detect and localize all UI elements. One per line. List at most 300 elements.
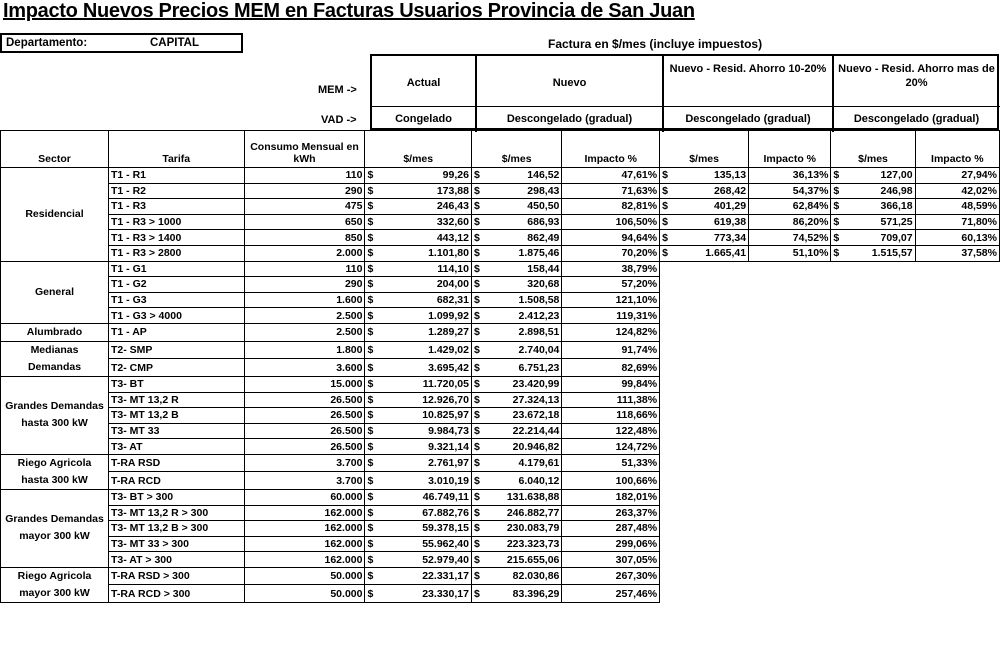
ahorro-20-impacto-cell[interactable]: 60,13%	[915, 230, 999, 246]
empty-cell	[831, 454, 845, 472]
actual-amount-cell[interactable]: 10.825,97	[379, 408, 471, 424]
nuevo-amount-cell[interactable]: 1.875,46	[486, 245, 562, 261]
consumo-cell[interactable]: 2.500	[244, 323, 365, 341]
consumo-cell[interactable]: 290	[244, 277, 365, 293]
consumo-cell[interactable]: 15.000	[244, 376, 365, 392]
table-row	[1, 423, 1000, 439]
empty-cell	[831, 323, 845, 341]
nuevo-amount-cell[interactable]: 298,43	[486, 183, 562, 199]
actual-amount-cell[interactable]: 46.749,11	[379, 489, 471, 505]
empty-cell	[674, 585, 749, 603]
empty-cell	[660, 489, 674, 505]
actual-amount-cell[interactable]: 114,10	[379, 261, 471, 277]
empty-cell	[660, 261, 674, 277]
empty-cell	[660, 292, 674, 308]
nuevo-amount-cell[interactable]: 22.214,44	[486, 423, 562, 439]
consumo-cell[interactable]: 475	[244, 199, 365, 215]
ahorro-20-amount-cell[interactable]: 127,00	[845, 168, 915, 184]
empty-cell	[915, 472, 999, 490]
table-row	[1, 183, 1000, 199]
nuevo-impacto-cell[interactable]: 124,82%	[562, 323, 660, 341]
ahorro-20-impacto-cell[interactable]: 48,59%	[915, 199, 999, 215]
tarifa-cell[interactable]: T3- MT 13,2 B > 300	[109, 521, 245, 537]
ahorro-20-impacto-cell[interactable]: 42,02%	[915, 183, 999, 199]
nuevo-amount-cell[interactable]: 862,49	[486, 230, 562, 246]
ahorro-1020-amount-cell[interactable]: 619,38	[674, 214, 749, 230]
nuevo-amount-cell[interactable]: 6.040,12	[486, 472, 562, 490]
nuevo-amount-cell[interactable]: 223.323,73	[486, 536, 562, 552]
empty-cell	[831, 489, 845, 505]
empty-cell	[831, 292, 845, 308]
currency-symbol: $	[365, 408, 379, 424]
empty-cell	[845, 392, 915, 408]
ahorro-1020-amount-cell[interactable]: 401,29	[674, 199, 749, 215]
table-row	[1, 392, 1000, 408]
nuevo-impacto-cell[interactable]: 57,20%	[562, 277, 660, 293]
tarifa-cell[interactable]: T1 - AP	[109, 323, 245, 341]
currency-symbol: $	[365, 359, 379, 377]
nuevo-amount-cell[interactable]: 686,93	[486, 214, 562, 230]
currency-symbol: $	[471, 261, 485, 277]
nuevo-amount-cell[interactable]: 158,44	[486, 261, 562, 277]
table-row	[1, 323, 1000, 341]
empty-cell	[915, 323, 999, 341]
consumo-cell[interactable]: 26.500	[244, 423, 365, 439]
empty-cell	[749, 292, 831, 308]
currency-symbol: $	[660, 214, 674, 230]
actual-amount-cell[interactable]: 67.882,76	[379, 505, 471, 521]
currency-symbol: $	[471, 214, 485, 230]
empty-cell	[660, 536, 674, 552]
actual-amount-cell[interactable]: 99,26	[379, 168, 471, 184]
currency-symbol: $	[831, 168, 845, 184]
ahorro-20-impacto-cell[interactable]: 27,94%	[915, 168, 999, 184]
consumo-cell[interactable]: 3.700	[244, 454, 365, 472]
ahorro-1020-impacto-cell[interactable]: 86,20%	[749, 214, 831, 230]
currency-symbol: $	[365, 230, 379, 246]
ahorro-20-impacto-cell[interactable]: 37,58%	[915, 245, 999, 261]
empty-cell	[915, 585, 999, 603]
empty-cell	[660, 567, 674, 585]
ahorro-20-amount-cell[interactable]: 366,18	[845, 199, 915, 215]
currency-symbol: $	[365, 472, 379, 490]
header-20-smes: $/mes	[831, 131, 915, 168]
header-20-impacto: Impacto %	[915, 131, 999, 168]
ahorro-1020-impacto-cell[interactable]: 36,13%	[749, 168, 831, 184]
empty-cell	[845, 359, 915, 377]
actual-amount-cell[interactable]: 11.720,05	[379, 376, 471, 392]
empty-cell	[915, 454, 999, 472]
nuevo-amount-cell[interactable]: 6.751,23	[486, 359, 562, 377]
sector-name: Grandes Demandas mayor 300 kW	[1, 489, 109, 567]
nuevo-amount-cell[interactable]: 1.508,58	[486, 292, 562, 308]
empty-cell	[915, 341, 999, 359]
nuevo-amount-cell[interactable]: 146,52	[486, 168, 562, 184]
group-nuevo-mem: Nuevo	[552, 77, 587, 89]
empty-cell	[845, 505, 915, 521]
empty-cell	[674, 341, 749, 359]
tarifa-cell[interactable]: T1 - R1	[109, 168, 245, 184]
empty-cell	[674, 567, 749, 585]
consumo-cell[interactable]: 2.000	[244, 245, 365, 261]
currency-symbol: $	[365, 423, 379, 439]
actual-amount-cell[interactable]: 443,12	[379, 230, 471, 246]
actual-amount-cell[interactable]: 55.962,40	[379, 536, 471, 552]
tarifa-cell[interactable]: T2- SMP	[109, 341, 245, 359]
empty-cell	[660, 341, 674, 359]
empty-cell	[831, 408, 845, 424]
nuevo-impacto-cell[interactable]: 111,38%	[562, 392, 660, 408]
tarifa-cell[interactable]: T3- MT 13,2 R	[109, 392, 245, 408]
empty-cell	[845, 277, 915, 293]
currency-symbol: $	[365, 277, 379, 293]
ahorro-1020-amount-cell[interactable]: 1.665,41	[674, 245, 749, 261]
empty-cell	[845, 521, 915, 537]
empty-cell	[831, 472, 845, 490]
empty-cell	[749, 261, 831, 277]
empty-cell	[749, 359, 831, 377]
tarifa-cell[interactable]: T1 - R3 > 2800	[109, 245, 245, 261]
consumo-cell[interactable]: 850	[244, 230, 365, 246]
actual-amount-cell[interactable]: 59.378,15	[379, 521, 471, 537]
empty-cell	[674, 552, 749, 568]
empty-cell	[845, 489, 915, 505]
actual-amount-cell[interactable]: 682,31	[379, 292, 471, 308]
currency-symbol: $	[471, 376, 485, 392]
header-tarifa: Tarifa	[109, 131, 245, 168]
departamento-box[interactable]	[0, 33, 243, 53]
nuevo-impacto-cell[interactable]: 94,64%	[562, 230, 660, 246]
nuevo-impacto-cell[interactable]: 91,74%	[562, 341, 660, 359]
tarifa-cell[interactable]: T1 - G3	[109, 292, 245, 308]
consumo-cell[interactable]: 3.600	[244, 359, 365, 377]
consumo-cell[interactable]: 162.000	[244, 521, 365, 537]
nuevo-impacto-cell[interactable]: 70,20%	[562, 245, 660, 261]
nuevo-impacto-cell[interactable]: 82,81%	[562, 199, 660, 215]
nuevo-impacto-cell[interactable]: 100,66%	[562, 472, 660, 490]
empty-cell	[660, 408, 674, 424]
ahorro-1020-impacto-cell[interactable]: 74,52%	[749, 230, 831, 246]
empty-cell	[831, 585, 845, 603]
tarifa-cell[interactable]: T1 - R3 > 1400	[109, 230, 245, 246]
sector-name: Grandes Demandas hasta 300 kW	[1, 376, 109, 454]
nuevo-impacto-cell[interactable]: 82,69%	[562, 359, 660, 377]
actual-amount-cell[interactable]: 1.101,80	[379, 245, 471, 261]
actual-amount-cell[interactable]: 204,00	[379, 277, 471, 293]
empty-cell	[674, 359, 749, 377]
group-nuevo-vad: Descongelado (gradual)	[506, 113, 633, 125]
tarifa-cell[interactable]: T-RA RCD > 300	[109, 585, 245, 603]
empty-cell	[831, 341, 845, 359]
actual-amount-cell[interactable]: 23.330,17	[379, 585, 471, 603]
tarifa-cell[interactable]: T1 - R2	[109, 183, 245, 199]
page-title: Impacto Nuevos Precios MEM en Facturas Usuarios Provincia de San Juan	[3, 0, 695, 22]
consumo-cell[interactable]: 162.000	[244, 505, 365, 521]
empty-cell	[831, 552, 845, 568]
nuevo-impacto-cell[interactable]: 182,01%	[562, 489, 660, 505]
nuevo-impacto-cell[interactable]: 99,84%	[562, 376, 660, 392]
ahorro-20-amount-cell[interactable]: 709,07	[845, 230, 915, 246]
currency-symbol: $	[365, 439, 379, 455]
departamento-value: CAPITAL	[150, 37, 199, 49]
empty-cell	[749, 454, 831, 472]
ahorro-20-amount-cell[interactable]: 246,98	[845, 183, 915, 199]
sector-name: Medianas Demandas	[1, 341, 109, 376]
empty-cell	[845, 552, 915, 568]
empty-cell	[660, 472, 674, 490]
nuevo-impacto-cell[interactable]: 287,48%	[562, 521, 660, 537]
ahorro-1020-amount-cell[interactable]: 268,42	[674, 183, 749, 199]
table-row	[1, 168, 1000, 184]
nuevo-impacto-cell[interactable]: 257,46%	[562, 585, 660, 603]
currency-symbol: $	[471, 292, 485, 308]
table-row	[1, 292, 1000, 308]
currency-symbol: $	[471, 423, 485, 439]
currency-symbol: $	[471, 359, 485, 377]
nuevo-amount-cell[interactable]: 2.412,23	[486, 308, 562, 324]
sector-name: Residencial	[1, 168, 109, 262]
table-row	[1, 536, 1000, 552]
currency-symbol: $	[365, 168, 379, 184]
empty-cell	[845, 423, 915, 439]
currency-symbol: $	[365, 454, 379, 472]
tarifa-cell[interactable]: T3- MT 13,2 R > 300	[109, 505, 245, 521]
tarifa-cell[interactable]: T3- AT	[109, 439, 245, 455]
empty-cell	[749, 323, 831, 341]
currency-symbol: $	[471, 199, 485, 215]
empty-cell	[674, 376, 749, 392]
consumo-cell[interactable]: 1.800	[244, 341, 365, 359]
empty-cell	[831, 567, 845, 585]
ahorro-20-amount-cell[interactable]: 1.515,57	[845, 245, 915, 261]
nuevo-amount-cell[interactable]: 2.740,04	[486, 341, 562, 359]
tarifa-cell[interactable]: T-RA RCD	[109, 472, 245, 490]
empty-cell	[845, 323, 915, 341]
actual-amount-cell[interactable]: 2.761,97	[379, 454, 471, 472]
nuevo-impacto-cell[interactable]: 38,79%	[562, 261, 660, 277]
nuevo-amount-cell[interactable]: 83.396,29	[486, 585, 562, 603]
actual-amount-cell[interactable]: 9.984,73	[379, 423, 471, 439]
nuevo-amount-cell[interactable]: 131.638,88	[486, 489, 562, 505]
currency-symbol: $	[365, 585, 379, 603]
empty-cell	[749, 308, 831, 324]
nuevo-impacto-cell[interactable]: 118,66%	[562, 408, 660, 424]
consumo-cell[interactable]: 110	[244, 168, 365, 184]
empty-cell	[831, 277, 845, 293]
empty-cell	[749, 567, 831, 585]
table-row	[1, 359, 1000, 377]
header-sector: Sector	[1, 131, 109, 168]
empty-cell	[915, 423, 999, 439]
actual-amount-cell[interactable]: 3.010,19	[379, 472, 471, 490]
actual-amount-cell[interactable]: 246,43	[379, 199, 471, 215]
nuevo-impacto-cell[interactable]: 307,05%	[562, 552, 660, 568]
currency-symbol: $	[471, 245, 485, 261]
currency-symbol: $	[831, 199, 845, 215]
ahorro-1020-impacto-cell[interactable]: 51,10%	[749, 245, 831, 261]
vad-label: VAD ->	[321, 114, 357, 126]
actual-amount-cell[interactable]: 22.331,17	[379, 567, 471, 585]
sector-name: Riego Agricola mayor 300 kW	[1, 567, 109, 602]
empty-cell	[749, 521, 831, 537]
table-row	[1, 439, 1000, 455]
currency-symbol: $	[471, 454, 485, 472]
empty-cell	[674, 489, 749, 505]
tarifa-cell[interactable]: T-RA RSD > 300	[109, 567, 245, 585]
nuevo-impacto-cell[interactable]: 124,72%	[562, 439, 660, 455]
actual-amount-cell[interactable]: 1.429,02	[379, 341, 471, 359]
group-ahorro-20-vad: Descongelado (gradual)	[853, 113, 980, 125]
consumo-cell[interactable]: 26.500	[244, 392, 365, 408]
tarifa-cell[interactable]: T-RA RSD	[109, 454, 245, 472]
tarifa-cell[interactable]: T1 - G2	[109, 277, 245, 293]
nuevo-impacto-cell[interactable]: 106,50%	[562, 214, 660, 230]
nuevo-impacto-cell[interactable]: 299,06%	[562, 536, 660, 552]
actual-amount-cell[interactable]: 3.695,42	[379, 359, 471, 377]
currency-symbol: $	[471, 277, 485, 293]
empty-cell	[674, 261, 749, 277]
ahorro-1020-amount-cell[interactable]: 135,13	[674, 168, 749, 184]
tarifa-cell[interactable]: T3- BT > 300	[109, 489, 245, 505]
nuevo-amount-cell[interactable]: 230.083,79	[486, 521, 562, 537]
nuevo-impacto-cell[interactable]: 122,48%	[562, 423, 660, 439]
consumo-cell[interactable]: 290	[244, 183, 365, 199]
nuevo-amount-cell[interactable]: 82.030,86	[486, 567, 562, 585]
currency-symbol: $	[471, 585, 485, 603]
empty-cell	[749, 439, 831, 455]
currency-symbol: $	[660, 245, 674, 261]
nuevo-impacto-cell[interactable]: 51,33%	[562, 454, 660, 472]
empty-cell	[845, 292, 915, 308]
tarifa-cell[interactable]: T3- MT 13,2 B	[109, 408, 245, 424]
currency-symbol: $	[831, 214, 845, 230]
nuevo-amount-cell[interactable]: 246.882,77	[486, 505, 562, 521]
currency-symbol: $	[365, 505, 379, 521]
empty-cell	[749, 392, 831, 408]
consumo-cell[interactable]: 26.500	[244, 408, 365, 424]
consumo-cell[interactable]: 50.000	[244, 585, 365, 603]
nuevo-amount-cell[interactable]: 2.898,51	[486, 323, 562, 341]
nuevo-impacto-cell[interactable]: 119,31%	[562, 308, 660, 324]
tarifa-cell[interactable]: T2- CMP	[109, 359, 245, 377]
currency-symbol: $	[471, 567, 485, 585]
tarifa-cell[interactable]: T3- MT 33	[109, 423, 245, 439]
ahorro-1020-impacto-cell[interactable]: 62,84%	[749, 199, 831, 215]
actual-amount-cell[interactable]: 52.979,40	[379, 552, 471, 568]
actual-amount-cell[interactable]: 1.099,92	[379, 308, 471, 324]
empty-cell	[915, 552, 999, 568]
currency-symbol: $	[660, 168, 674, 184]
consumo-cell[interactable]: 3.700	[244, 472, 365, 490]
empty-cell	[660, 505, 674, 521]
table-row	[1, 199, 1000, 215]
currency-symbol: $	[471, 168, 485, 184]
tarifa-cell[interactable]: T1 - R3 > 1000	[109, 214, 245, 230]
currency-symbol: $	[365, 536, 379, 552]
empty-cell	[674, 308, 749, 324]
empty-cell	[660, 552, 674, 568]
empty-cell	[845, 408, 915, 424]
consumo-cell[interactable]: 50.000	[244, 567, 365, 585]
header-consumo: Consumo Mensual en kWh	[244, 131, 365, 168]
consumo-cell[interactable]: 2.500	[244, 308, 365, 324]
nuevo-impacto-cell[interactable]: 263,37%	[562, 505, 660, 521]
actual-amount-cell[interactable]: 9.321,14	[379, 439, 471, 455]
tarifa-cell[interactable]: T3- AT > 300	[109, 552, 245, 568]
currency-symbol: $	[471, 521, 485, 537]
currency-symbol: $	[365, 392, 379, 408]
empty-cell	[845, 376, 915, 392]
consumo-cell[interactable]: 60.000	[244, 489, 365, 505]
empty-cell	[915, 439, 999, 455]
consumo-cell[interactable]: 162.000	[244, 552, 365, 568]
consumo-cell[interactable]: 1.600	[244, 292, 365, 308]
header-group-block	[370, 54, 999, 130]
tarifa-cell[interactable]: T1 - G1	[109, 261, 245, 277]
actual-amount-cell[interactable]: 1.289,27	[379, 323, 471, 341]
nuevo-amount-cell[interactable]: 450,50	[486, 199, 562, 215]
nuevo-amount-cell[interactable]: 27.324,13	[486, 392, 562, 408]
tarifa-cell[interactable]: T1 - R3	[109, 199, 245, 215]
nuevo-amount-cell[interactable]: 23.420,99	[486, 376, 562, 392]
actual-amount-cell[interactable]: 12.926,70	[379, 392, 471, 408]
ahorro-20-amount-cell[interactable]: 571,25	[845, 214, 915, 230]
table-row	[1, 408, 1000, 424]
sector-name: General	[1, 261, 109, 323]
actual-amount-cell[interactable]: 173,88	[379, 183, 471, 199]
empty-cell	[674, 392, 749, 408]
currency-symbol: $	[660, 230, 674, 246]
currency-symbol: $	[365, 292, 379, 308]
ahorro-20-impacto-cell[interactable]: 71,80%	[915, 214, 999, 230]
nuevo-amount-cell[interactable]: 215.655,06	[486, 552, 562, 568]
empty-cell	[915, 489, 999, 505]
nuevo-impacto-cell[interactable]: 121,10%	[562, 292, 660, 308]
empty-cell	[831, 423, 845, 439]
consumo-cell[interactable]: 26.500	[244, 439, 365, 455]
nuevo-amount-cell[interactable]: 4.179,61	[486, 454, 562, 472]
ahorro-1020-amount-cell[interactable]: 773,34	[674, 230, 749, 246]
empty-cell	[845, 261, 915, 277]
currency-symbol: $	[365, 552, 379, 568]
empty-cell	[660, 423, 674, 439]
nuevo-impacto-cell[interactable]: 71,63%	[562, 183, 660, 199]
nuevo-impacto-cell[interactable]: 47,61%	[562, 168, 660, 184]
empty-cell	[749, 552, 831, 568]
currency-symbol: $	[365, 376, 379, 392]
mem-label: MEM ->	[318, 84, 357, 96]
tarifa-cell[interactable]: T3- MT 33 > 300	[109, 536, 245, 552]
currency-symbol: $	[660, 183, 674, 199]
consumo-cell[interactable]: 110	[244, 261, 365, 277]
nuevo-impacto-cell[interactable]: 267,30%	[562, 567, 660, 585]
nuevo-amount-cell[interactable]: 23.672,18	[486, 408, 562, 424]
tarifa-cell[interactable]: T1 - G3 > 4000	[109, 308, 245, 324]
consumo-cell[interactable]: 650	[244, 214, 365, 230]
actual-amount-cell[interactable]: 332,60	[379, 214, 471, 230]
ahorro-1020-impacto-cell[interactable]: 54,37%	[749, 183, 831, 199]
tarifa-cell[interactable]: T3- BT	[109, 376, 245, 392]
table-row	[1, 472, 1000, 490]
nuevo-amount-cell[interactable]: 320,68	[486, 277, 562, 293]
consumo-cell[interactable]: 162.000	[244, 536, 365, 552]
currency-symbol: $	[471, 183, 485, 199]
currency-symbol: $	[365, 323, 379, 341]
nuevo-amount-cell[interactable]: 20.946,82	[486, 439, 562, 455]
empty-cell	[749, 341, 831, 359]
factura-caption: Factura en $/mes (incluye impuestos)	[548, 37, 763, 51]
empty-cell	[845, 439, 915, 455]
